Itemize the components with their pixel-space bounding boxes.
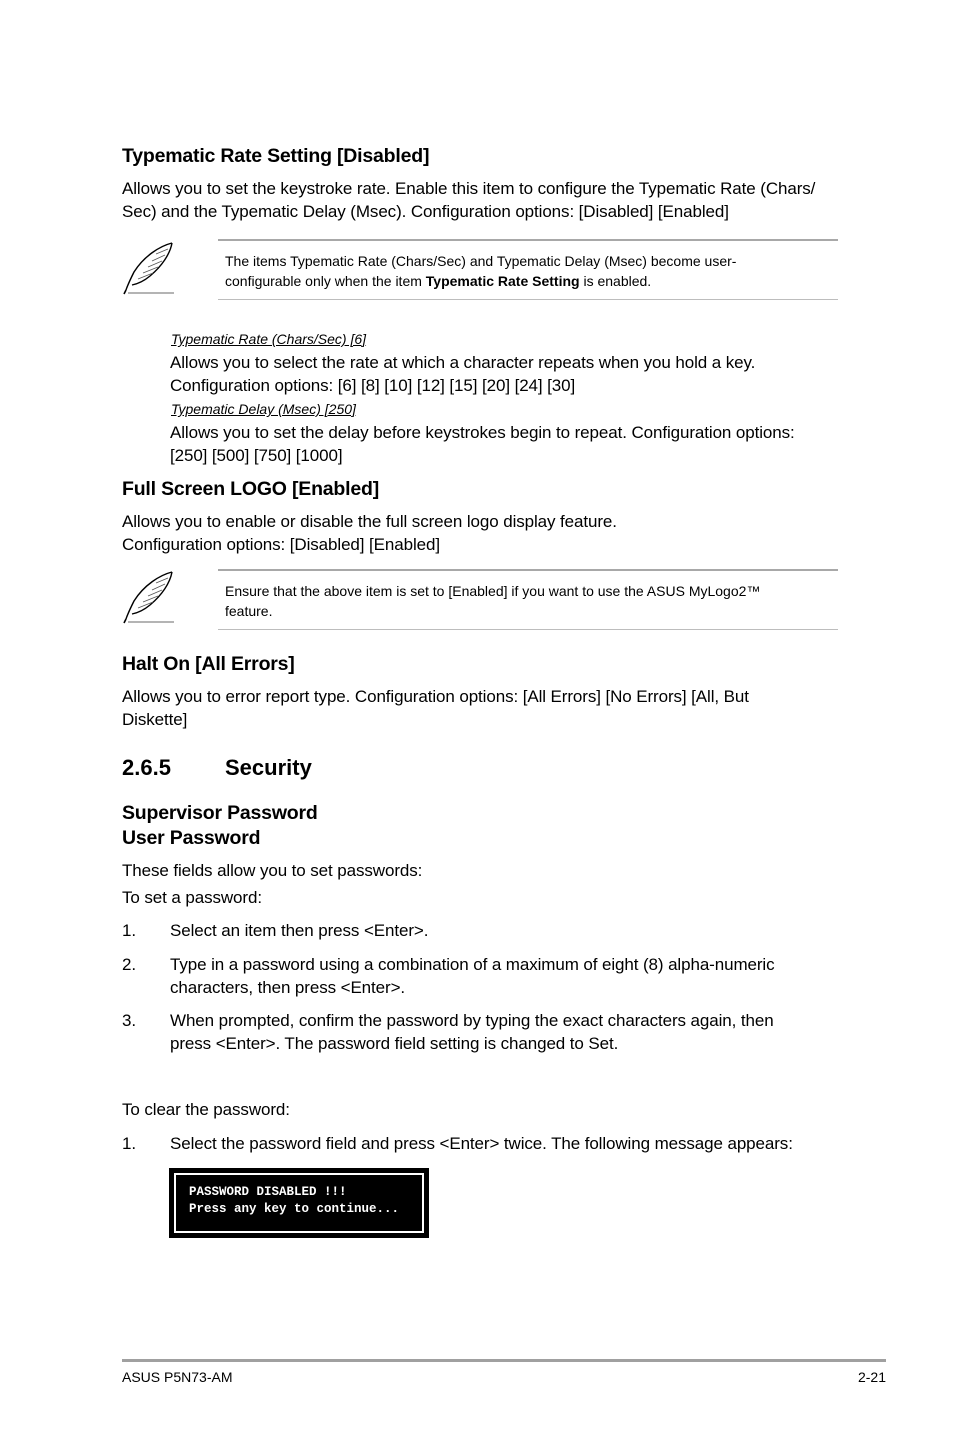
- note-top-divider: [218, 569, 838, 571]
- set-step-text-cont: characters, then press <Enter>.: [170, 978, 406, 997]
- set-password-title: To set a password:: [122, 888, 262, 907]
- set-step-number: 3.: [122, 1011, 136, 1030]
- note-typematic-line2-bold: Typematic Rate Setting: [425, 273, 580, 289]
- subsection-title-typematic-rate: Typematic Rate (Chars/Sec) [6]: [171, 331, 367, 347]
- set-step-text: Select an item then press <Enter>.: [170, 921, 429, 940]
- footer-divider: [122, 1359, 886, 1362]
- note-typematic-line2-pre: configurable only when the item: [225, 273, 426, 289]
- typematic-delay-line2: [250] [500] [750] [1000]: [170, 446, 343, 465]
- set-step-text: Type in a password using a combination of a maximum of eight (8) alpha-numeric: [170, 955, 775, 974]
- halt-description-line1: Allows you to error report type. Configuration options: [All Errors] [No Errors] [All, But: [122, 687, 749, 706]
- pen-feather-icon: [122, 240, 178, 296]
- set-step-number: 2.: [122, 955, 136, 974]
- typematic-rate-line2: Configuration options: [6] [8] [10] [12] [15] [20] [24] [30]: [170, 376, 576, 395]
- note-top-divider: [218, 239, 838, 241]
- password-disabled-message-box: [169, 1168, 429, 1238]
- logo-description-line2: Configuration options: [Disabled] [Enabled]: [122, 535, 440, 554]
- set-step-text: When prompted, confirm the password by typing the exact characters again, then: [170, 1011, 774, 1030]
- clear-step-number: 1.: [122, 1134, 136, 1153]
- note-typematic-line2-post: is enabled.: [579, 273, 652, 289]
- note-bottom-divider: [218, 299, 838, 300]
- note-typematic-line1: The items Typematic Rate (Chars/Sec) and Typematic Delay (Msec) become user-: [225, 253, 737, 269]
- subsection-title-typematic-delay: Typematic Delay (Msec) [250]: [171, 401, 356, 417]
- message-line1: PASSWORD DISABLED !!!: [189, 1185, 347, 1199]
- typematic-delay-line1: Allows you to set the delay before keystrokes begin to repeat. Configuration options:: [170, 423, 795, 442]
- set-step-text-cont: press <Enter>. The password field setting is changed to Set.: [170, 1034, 619, 1053]
- clear-password-title: To clear the password:: [122, 1100, 290, 1119]
- note-bottom-divider: [218, 629, 838, 630]
- typematic-rate-line1: Allows you to select the rate at which a character repeats when you hold a key.: [170, 353, 756, 372]
- footer-product-name: ASUS P5N73-AM: [122, 1369, 233, 1385]
- clear-step-text: Select the password field and press <Enter> twice. The following message appears:: [170, 1134, 793, 1153]
- note-typematic-line2: [225, 271, 651, 291]
- section-title-logo: Full Screen LOGO [Enabled]: [122, 478, 380, 500]
- message-line2: Press any key to continue...: [189, 1202, 400, 1216]
- typematic-description-line1: Allows you to set the keystroke rate. Enable this item to configure the Typematic Rate (Chars/: [122, 179, 816, 198]
- set-step-number: 1.: [122, 921, 136, 940]
- section-number-security: 2.6.5: [122, 755, 171, 780]
- security-intro: These fields allow you to set passwords:: [122, 861, 423, 880]
- footer-page-number: 2-21: [857, 1369, 886, 1385]
- note-logo-line1: Ensure that the above item is set to [Enabled] if you want to use the ASUS MyLogo2™: [225, 583, 761, 599]
- section-title-halt: Halt On [All Errors]: [122, 653, 295, 675]
- section-heading-security: Security: [225, 755, 312, 780]
- typematic-description-line2: Sec) and the Typematic Delay (Msec). Configuration options: [Disabled] [Enabled]: [122, 202, 729, 221]
- halt-description-line2: Diskette]: [122, 710, 188, 729]
- subsection-title-user-password: User Password: [122, 827, 261, 849]
- section-title-typematic: Typematic Rate Setting [Disabled]: [122, 145, 430, 167]
- logo-description-line1: Allows you to enable or disable the full screen logo display feature.: [122, 512, 617, 531]
- subsection-title-supervisor-password: Supervisor Password: [122, 802, 318, 824]
- pen-feather-icon: [122, 569, 178, 625]
- note-logo-line2: feature.: [225, 603, 273, 619]
